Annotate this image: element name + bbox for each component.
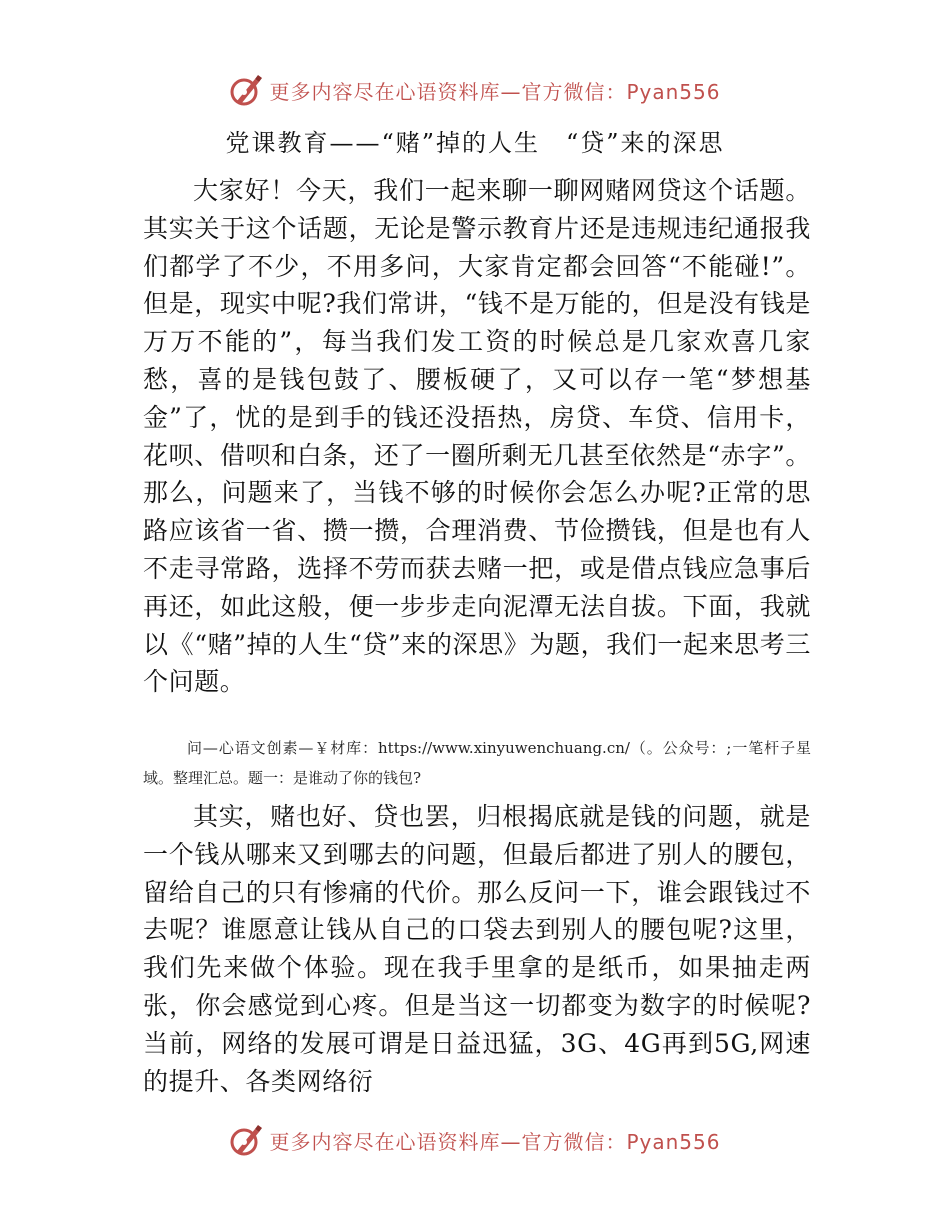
- body-paragraph-2: 其实，赌也好、贷也罢，归根揭底就是钱的问题，就是一个钱从哪来又到哪去的问题，但最后都进了别人的腰包，留给自己的只有惨痛的代价。那么反问一下，谁会跟钱过不去呢？谁愿意让钱从自己的口袋去到别人的腰包呢?这里，我们先来做个体验。现在我手里拿的是纸币，如果抽走两张，你会感觉到心疼。但是当这一切都变为数字的时候呢?当前，网络的发展可谓是日益迅猛，3G、4G再到5G,网速的提升、各类网络衍: [143, 802, 811, 1096]
- source-note: 问—心语文创素—￥材库：https://www.xinyuwenchuang.cn/（。公众号：;一笔杆子星域。整理汇总。题一：是谁动了你的钱包?: [143, 739, 811, 787]
- watermark-text: 更多内容尽在心语资料库—官方微信：Pyan556: [269, 79, 721, 104]
- watermark-text: 更多内容尽在心语资料库—官方微信：Pyan556: [269, 1129, 721, 1154]
- watermark-banner-bottom: [0, 1122, 950, 1158]
- document-title: 党课教育——“赌”掉的人生 “贷”来的深思: [225, 129, 725, 157]
- pen-logo-icon: [229, 1123, 263, 1157]
- pen-logo-icon: [229, 73, 263, 107]
- body-paragraph-1: 大家好！今天，我们一起来聊一聊网赌网贷这个话题。其实关于这个话题，无论是警示教育片还是违规违纪通报我们都学了不少，不用多问，大家肯定都会回答“不能碰!”。但是，现实中呢?我们常讲，“钱不是万能的，但是没有钱是万万不能的”，每当我们发工资的时候总是几家欢喜几家愁，喜的是钱包鼓了、腰板硬了，又可以存一笔“梦想基金”了，忧的是到手的钱还没捂热，房贷、车贷、信用卡，花呗、借呗和白条，还了一圈所剩无几甚至依然是“赤字”。那么，问题来了，当钱不够的时候你会怎么办呢?正常的思路应该省一省、攒一攒，合理消费、节俭攒钱，但是也有人不走寻常路，选择不劳而获去赌一把，或是借点钱应急事后再还，如此这般，便一步步走向泥潭无法自拔。下面，我就以《“赌”掉的人生“贷”来的深思》为题，我们一起来思考三个问题。: [143, 176, 811, 697]
- watermark-banner-top: [0, 72, 950, 108]
